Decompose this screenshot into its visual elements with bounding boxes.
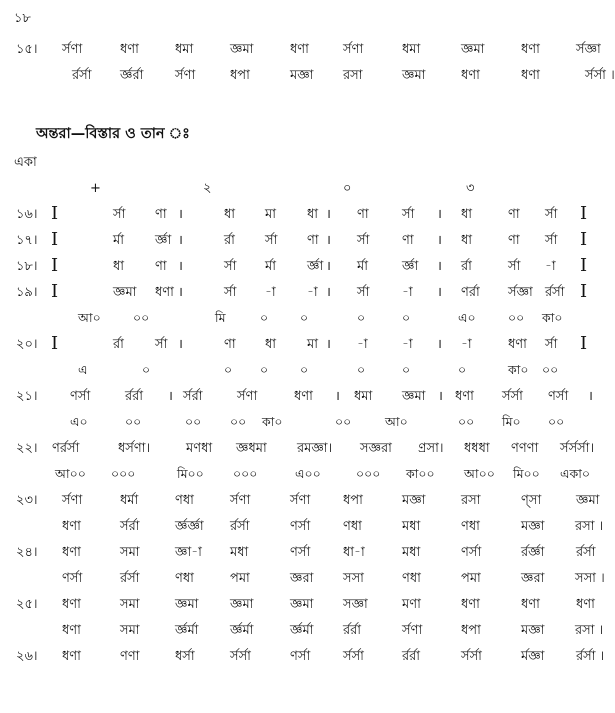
- notation-l23-a-token: জ্ঞমা: [576, 493, 600, 508]
- notation-l22-token: ধধধা: [464, 441, 490, 456]
- notation-l19-token: ধণা: [155, 285, 174, 300]
- tala-marker-token: ৩: [466, 181, 475, 196]
- notation-l17-token: র্রা: [224, 233, 235, 248]
- notation-l25-b-token: র্জ্ঞর্মা: [230, 623, 254, 638]
- notation-l18-token: র্রা: [461, 259, 472, 274]
- notation-l18-token: I: [51, 255, 59, 276]
- notation-l19-token: ১৯।: [16, 285, 38, 300]
- notation-l24-b-token: ণর্সা: [62, 571, 83, 586]
- notation-l20-token: র্রা: [113, 337, 124, 352]
- notation-l26-token: র্সর্সা: [343, 649, 364, 664]
- notation-l18-token: র্সা: [224, 259, 237, 274]
- notation-l25-a-token: মণা: [402, 597, 421, 612]
- notation-l26-token: র্সর্সা: [230, 649, 251, 664]
- notation-l17-token: র্সা: [265, 233, 278, 248]
- notation-l18-token: র্জ্ঞা: [307, 259, 324, 274]
- notation-l22-lyr-token: এ০০: [295, 466, 321, 481]
- notation-l20-token: I: [580, 333, 588, 354]
- notation-l16-token: ধা: [307, 207, 319, 222]
- notation-l21-token: র্সর্রা: [183, 389, 203, 404]
- tala-marker-token: +: [90, 181, 101, 196]
- notation-l25-b-token: সমা: [120, 623, 140, 638]
- notation-l22-token: ২২।: [16, 441, 38, 456]
- notation-l16-token: মা: [265, 207, 276, 222]
- notation-l24-a-token: মধা: [402, 545, 421, 560]
- notation-l24-b-token: সসা ।: [575, 571, 605, 586]
- notation-l19-lyr-token: মি: [215, 310, 226, 325]
- notation-l17-token: I: [51, 229, 59, 250]
- notation-l20-token: ধা: [265, 337, 277, 352]
- notation-l18-token: র্মা: [265, 259, 276, 274]
- notation-l15-a-token: ধমা: [175, 42, 194, 57]
- notation-l19-token: ।: [178, 285, 183, 300]
- notation-l20-token: ।: [326, 337, 331, 352]
- notation-l21-lyr-token: এ০: [70, 414, 88, 429]
- notation-l22-lyr-token: মি০০: [177, 466, 204, 481]
- notation-l16-token: ণা: [508, 207, 520, 222]
- notation-l20-token: ২০।: [16, 337, 38, 352]
- notation-l18-token: I: [580, 255, 588, 276]
- notation-l24-b-token: পমা: [461, 571, 481, 586]
- notation-l23-b-token: ধণা: [62, 519, 81, 534]
- notation-l19-lyr-token: ০০: [133, 310, 150, 325]
- notation-l26-token: র্সর্সা: [461, 649, 482, 664]
- notation-l24-b-token: জ্ঞরা: [521, 571, 545, 586]
- notation-l20-token: ।: [178, 337, 183, 352]
- notation-l21-token: ধণা: [455, 389, 474, 404]
- notation-l20-token: র্সা: [545, 337, 558, 352]
- notation-l25-b-token: মজ্ঞা: [521, 623, 545, 638]
- notation-l19-token: ণর্রা: [461, 285, 480, 300]
- notation-l20-token: -া: [357, 337, 368, 352]
- notation-l25-a-token: ধণা: [521, 597, 540, 612]
- notation-l25-a-token: জ্ঞমা: [290, 597, 314, 612]
- notation-l25-b-token: র্সণা: [402, 623, 423, 638]
- notation-l20-lyr-token: এ: [78, 362, 88, 377]
- notation-l19-token: I: [580, 281, 588, 302]
- notation-l26-token: ধর্সা: [175, 649, 195, 664]
- notation-l21-token: ধণা: [294, 389, 313, 404]
- notation-l20-token: -া: [402, 337, 413, 352]
- notation-l23-b-token: ণর্সা: [290, 519, 311, 534]
- notation-l22-token: ণ্রসা।: [418, 441, 444, 456]
- notation-l16-token: ণা: [357, 207, 369, 222]
- notation-l19-token: ।: [437, 285, 442, 300]
- notation-l21-token: র্সণা: [237, 389, 258, 404]
- notation-l21-lyr-token: ০০: [230, 414, 247, 429]
- notation-l17-token: ।: [437, 233, 442, 248]
- notation-l21-token: ।: [438, 389, 443, 404]
- notation-l22-token: ণর্রর্সা: [52, 441, 80, 456]
- notation-l18-token: র্সা: [508, 259, 521, 274]
- section-heading: অন্তরা—বিস্তার ও তান ঃ: [36, 126, 190, 142]
- notation-l25-a-token: জ্ঞমা: [175, 597, 199, 612]
- notation-l22-lyr-token: আ০০: [55, 466, 86, 481]
- notation-l21-lyr-token: মি০: [502, 414, 521, 429]
- notation-l16-token: I: [51, 203, 59, 224]
- notation-l16-token: র্সা: [545, 207, 558, 222]
- notation-l15-b-token: র্জ্ঞর্রা: [120, 68, 144, 83]
- notation-l15-a-token: ধণা: [120, 42, 139, 57]
- notation-l24-b-token: ণধা: [402, 571, 421, 586]
- notation-l19-lyr-token: কা০: [542, 310, 563, 325]
- notation-l15-b-token: রসা: [343, 68, 363, 83]
- notation-l15-a-token: ধমা: [402, 42, 421, 57]
- notation-l16-token: ।: [437, 207, 442, 222]
- notation-l18-token: ১৮।: [16, 259, 38, 274]
- notation-l17-token: র্সা: [357, 233, 370, 248]
- notation-l16-token: I: [580, 203, 588, 224]
- notation-l21-lyr-token: ০০: [125, 414, 142, 429]
- notation-l22-lyr-token: ০০০: [111, 466, 136, 481]
- notation-l15-a-token: র্সজ্ঞা: [576, 42, 601, 57]
- notation-l17-token: ণা: [508, 233, 520, 248]
- notation-l24-a-token: মধা: [230, 545, 249, 560]
- page-number: ১৮: [14, 11, 31, 26]
- notation-l22-token: সজ্ঞরা: [360, 441, 392, 456]
- notation-l25-b-token: র্রর্রা: [343, 623, 362, 638]
- notation-l21-token: জ্ঞমা: [402, 389, 426, 404]
- notation-l21-lyr-token: ০০: [458, 414, 475, 429]
- notation-l19-lyr-token: ০: [357, 310, 366, 325]
- notation-l23-a-token: র্সণা: [230, 493, 251, 508]
- notation-l15-b-token: ধণা: [521, 68, 540, 83]
- notation-l16-token: ধা: [461, 207, 473, 222]
- notation-l23-a-token: ধর্মা: [120, 493, 139, 508]
- notation-l19-lyr-token: ০: [260, 310, 269, 325]
- notation-l17-token: ১৭।: [16, 233, 38, 248]
- notation-l25-b-token: র্জ্ঞর্মা: [290, 623, 314, 638]
- notation-l23-a-token: ণধা: [175, 493, 194, 508]
- notation-l24-b-token: জ্ঞরা: [290, 571, 314, 586]
- notation-l20-token: মা: [307, 337, 318, 352]
- notation-l25-b-token: রসা ।: [575, 623, 604, 638]
- notation-l15-b-token: র্সণা: [175, 68, 196, 83]
- notation-l19-token: -া: [402, 285, 413, 300]
- notation-l22-lyr-token: ০০০: [233, 466, 258, 481]
- notation-l20-lyr-token: ০: [402, 362, 411, 377]
- notation-l23-b-token: র্জ্ঞর্জ্ঞা: [175, 519, 204, 534]
- notation-l20-lyr-token: কা০: [508, 362, 529, 377]
- notation-l20-lyr-token: ০: [224, 362, 233, 377]
- notation-l23-b-token: মধা: [402, 519, 421, 534]
- notation-l23-b-token: র্সর্রা: [120, 519, 140, 534]
- notation-l22-lyr-token: আ০০: [464, 466, 495, 481]
- notation-l18-token: ।: [437, 259, 442, 274]
- notation-l19-lyr-token: আ০: [78, 310, 101, 325]
- tala-subheading: একা: [14, 155, 37, 170]
- notation-l24-b-token: সসা: [343, 571, 364, 586]
- notation-l16-token: ধা: [224, 207, 236, 222]
- notation-l17-token: ।: [326, 233, 331, 248]
- notation-l20-token: I: [51, 333, 59, 354]
- notation-l18-token: র্মা: [357, 259, 368, 274]
- notation-l17-token: র্মা: [113, 233, 124, 248]
- notation-l19-token: ।: [326, 285, 331, 300]
- notation-l25-a-token: ২৫।: [16, 597, 38, 612]
- notation-l23-a-token: ধপা: [343, 493, 363, 508]
- notation-l19-token: র্সজ্ঞা: [508, 285, 533, 300]
- notation-l23-b-token: রসা ।: [575, 519, 604, 534]
- notation-l17-token: I: [580, 229, 588, 250]
- notation-l19-token: র্সা: [224, 285, 237, 300]
- notation-l24-a-token: ২৪।: [16, 545, 38, 560]
- notation-l24-a-token: র্রর্জ্ঞা: [521, 545, 545, 560]
- notation-l17-token: ণা: [307, 233, 319, 248]
- notation-l20-lyr-token: ০: [357, 362, 366, 377]
- notation-l22-token: ধর্সণা।: [118, 441, 151, 456]
- notation-l22-lyr-token: কা০০: [406, 466, 435, 481]
- notation-l15-b-token: র্রর্সা: [72, 68, 92, 83]
- notation-l23-a-token: র্সণা: [290, 493, 311, 508]
- notation-l26-token: র্মজ্ঞা: [521, 649, 545, 664]
- notation-l25-a-token: সজ্ঞা: [343, 597, 368, 612]
- notation-l23-b-token: ণধা: [461, 519, 480, 534]
- notation-l20-lyr-token: ০: [300, 362, 309, 377]
- tala-marker-token: ০: [343, 181, 352, 196]
- notation-l20-token: -া: [461, 337, 472, 352]
- tala-marker-token: ২: [203, 181, 212, 196]
- notation-l25-a-token: ধণা: [62, 597, 81, 612]
- notation-l24-b-token: র্রর্সা: [120, 571, 140, 586]
- notation-l25-a-token: সমা: [120, 597, 140, 612]
- notation-l25-b-token: র্জ্ঞর্মা: [175, 623, 199, 638]
- notation-l20-lyr-token: ০: [458, 362, 467, 377]
- notation-l17-token: ধা: [461, 233, 473, 248]
- notation-l19-lyr-token: ০০: [508, 310, 525, 325]
- notation-l15-a-token: ধণা: [290, 42, 309, 57]
- notation-l22-token: ণণণা: [511, 441, 539, 456]
- notation-l15-a-token: ধণা: [521, 42, 540, 57]
- notation-l23-a-token: মজ্ঞা: [402, 493, 426, 508]
- notation-l23-a-token: ২৩।: [16, 493, 38, 508]
- notation-l21-token: ।: [588, 389, 593, 404]
- notation-l24-a-token: সমা: [120, 545, 140, 560]
- notation-l25-a-token: জ্ঞমা: [230, 597, 254, 612]
- notation-l19-token: র্রর্সা: [545, 285, 565, 300]
- notation-l21-lyr-token: ০০: [335, 414, 352, 429]
- notation-l23-a-token: রসা: [461, 493, 481, 508]
- notation-l18-token: ।: [326, 259, 331, 274]
- notation-l15-b-token: ধণা: [461, 68, 480, 83]
- notation-l24-a-token: জ্ঞা-া: [175, 545, 202, 560]
- notation-l26-token: র্রর্রা: [402, 649, 421, 664]
- notation-l21-token: ।: [168, 389, 173, 404]
- notation-l24-b-token: পমা: [230, 571, 250, 586]
- notation-l19-lyr-token: ০: [300, 310, 309, 325]
- notation-l21-lyr-token: কা০: [262, 414, 283, 429]
- notation-l19-token: জ্ঞমা: [113, 285, 137, 300]
- notation-l22-token: মণধা: [186, 441, 213, 456]
- notation-l21-token: ণর্সা: [70, 389, 91, 404]
- notation-l17-token: ণা: [402, 233, 414, 248]
- notation-l18-token: ।: [178, 259, 183, 274]
- notation-l24-a-token: ণর্সা: [290, 545, 311, 560]
- notation-l19-token: I: [51, 281, 59, 302]
- notation-l15-a-token: ১৫।: [16, 42, 38, 57]
- notation-l23-b-token: র্রর্সা: [230, 519, 250, 534]
- notation-l18-token: -া: [545, 259, 556, 274]
- notation-l19-lyr-token: এ০: [458, 310, 476, 325]
- notation-l20-token: ধণা: [508, 337, 527, 352]
- notation-l25-a-token: ধণা: [461, 597, 480, 612]
- notation-l16-token: ১৬।: [16, 207, 38, 222]
- notation-l16-token: ।: [326, 207, 331, 222]
- notation-l16-token: র্সা: [402, 207, 415, 222]
- notation-l24-a-token: ধা-া: [343, 545, 365, 560]
- notation-l20-token: র্সা: [155, 337, 168, 352]
- notation-l21-lyr-token: ০০: [185, 414, 202, 429]
- notation-l21-token: ণর্সা: [548, 389, 569, 404]
- notation-l15-b-token: জ্ঞমা: [402, 68, 426, 83]
- notation-l15-a-token: জ্ঞমা: [461, 42, 485, 57]
- notation-l17-token: র্সা: [545, 233, 558, 248]
- notation-l26-token: ২৬।: [16, 649, 38, 664]
- notation-l20-token: ণা: [224, 337, 236, 352]
- notation-l23-b-token: ণধা: [343, 519, 362, 534]
- notation-l20-lyr-token: ০: [260, 362, 269, 377]
- notation-l21-lyr-token: ০০: [548, 414, 565, 429]
- notation-l17-token: র্জ্ঞা: [155, 233, 172, 248]
- notation-l26-token: ণর্সা: [290, 649, 311, 664]
- notation-l21-lyr-token: আ০: [385, 414, 408, 429]
- notation-l26-token: র্রর্সা ।: [576, 649, 605, 664]
- notation-l21-token: র্রর্রা: [125, 389, 144, 404]
- notation-l25-b-token: ধণা: [62, 623, 81, 638]
- notation-l15-a-token: র্সণা: [343, 42, 364, 57]
- notation-l17-token: ।: [178, 233, 183, 248]
- notation-l24-a-token: ধণা: [62, 545, 81, 560]
- notation-l23-b-token: মজ্ঞা: [521, 519, 545, 534]
- notation-l20-lyr-token: ০০: [542, 362, 559, 377]
- notation-l16-token: ণা: [155, 207, 167, 222]
- notation-l19-token: -া: [265, 285, 276, 300]
- notation-l19-lyr-token: ০: [402, 310, 411, 325]
- notation-l15-b-token: মজ্ঞা: [290, 68, 314, 83]
- notation-l18-token: ণা: [155, 259, 167, 274]
- notation-l25-a-token: ধণা: [576, 597, 595, 612]
- notation-l15-a-token: জ্ঞমা: [230, 42, 254, 57]
- notation-l19-token: র্সা: [357, 285, 370, 300]
- notation-l24-a-token: ণর্সা: [461, 545, 482, 560]
- notation-l19-token: -া: [307, 285, 318, 300]
- notation-l26-token: ণণা: [120, 649, 140, 664]
- notation-l20-token: ।: [437, 337, 442, 352]
- notation-l26-token: ধণা: [62, 649, 81, 664]
- notation-l20-lyr-token: ০: [142, 362, 151, 377]
- notation-l21-token: র্সর্সা: [502, 389, 523, 404]
- notation-l24-a-token: র্রর্সা: [576, 545, 596, 560]
- notation-l22-lyr-token: ০০০: [356, 466, 381, 481]
- notation-l22-token: জ্ঞধমা: [236, 441, 267, 456]
- notation-l22-lyr-token: মি০০: [513, 466, 540, 481]
- notation-l25-b-token: ধপা: [461, 623, 481, 638]
- notation-l18-token: ধা: [113, 259, 125, 274]
- notation-l23-a-token: র্সণা: [62, 493, 83, 508]
- notation-l16-token: ।: [178, 207, 183, 222]
- notation-l24-b-token: ণধা: [175, 571, 194, 586]
- notation-l21-token: ।: [335, 389, 340, 404]
- notation-l23-a-token: ণ্সা: [521, 493, 542, 508]
- notation-l16-token: র্সা: [113, 207, 126, 222]
- notation-l15-b-token: ধপা: [230, 68, 250, 83]
- notation-l18-token: র্জ্ঞা: [402, 259, 419, 274]
- notation-l22-lyr-token: একা০: [560, 466, 591, 481]
- notation-l21-token: ধমা: [354, 389, 373, 404]
- notation-l21-token: ২১।: [16, 389, 38, 404]
- notation-l15-b-token: র্সর্সা ।: [585, 68, 615, 83]
- notation-l22-token: রমজ্ঞা।: [297, 441, 333, 456]
- notation-l22-token: র্সর্সর্সা।: [560, 441, 595, 456]
- notation-l15-a-token: র্সণা: [62, 42, 83, 57]
